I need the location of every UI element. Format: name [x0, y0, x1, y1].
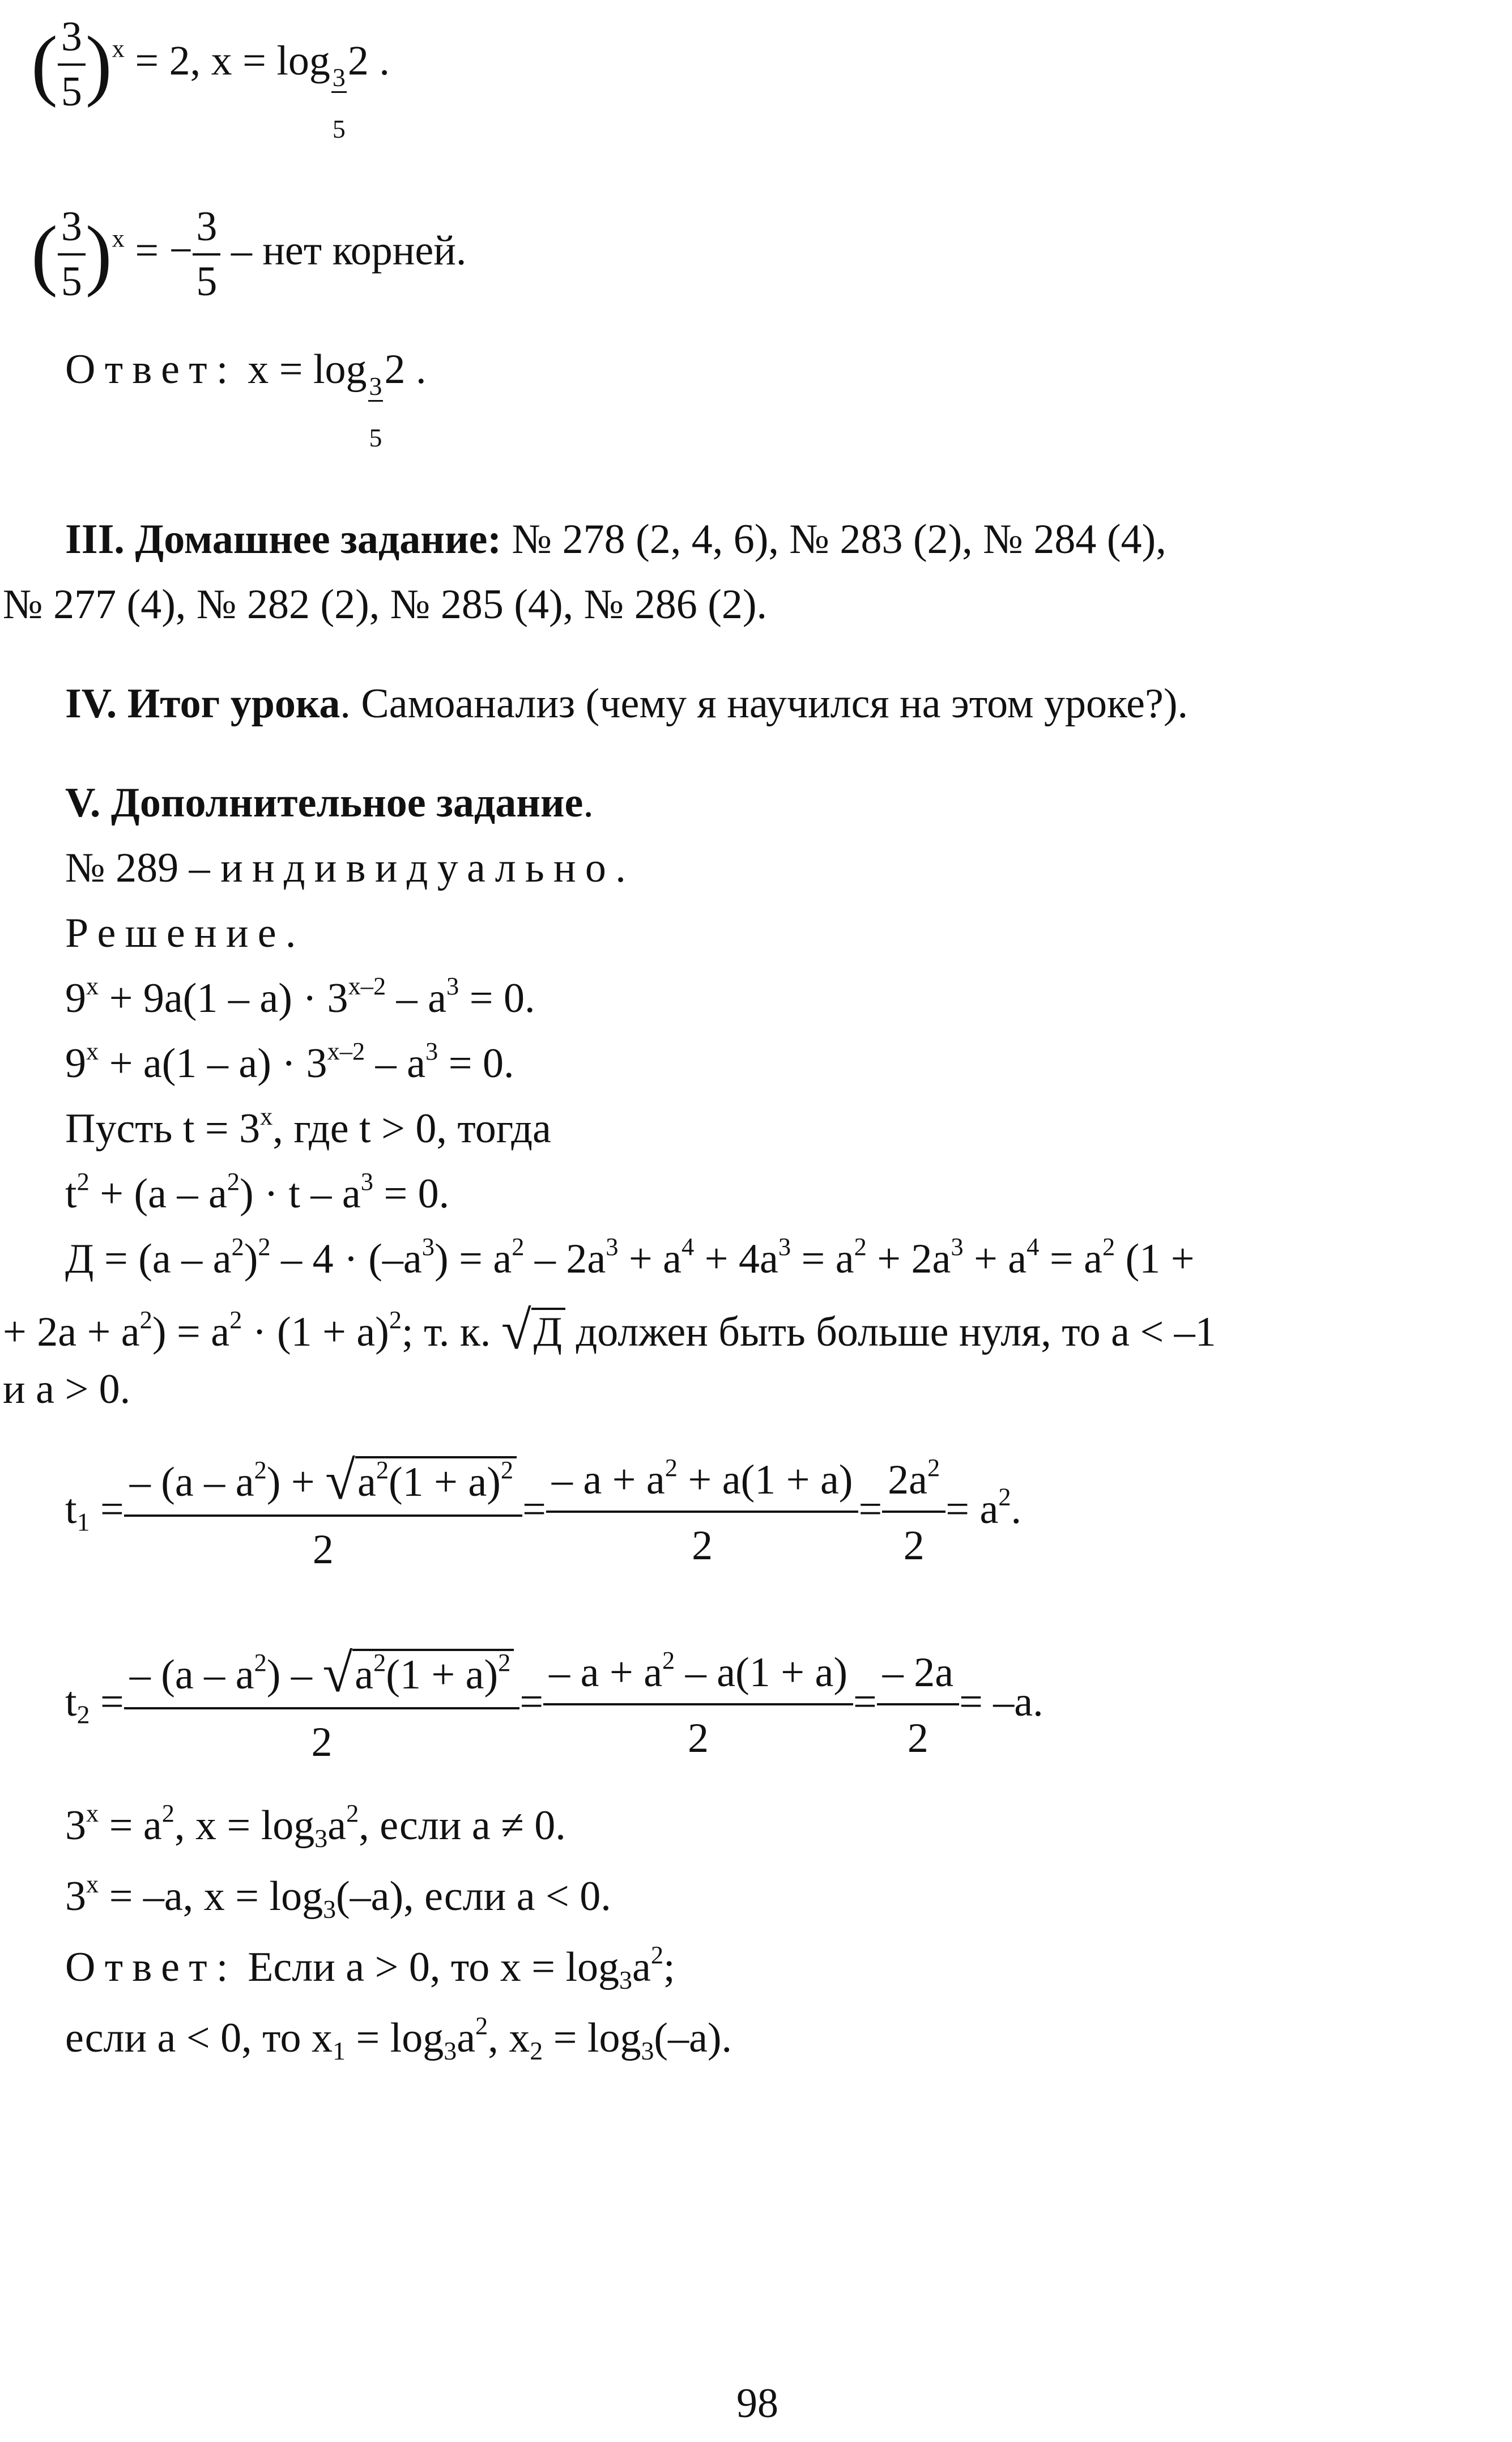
quadratic-equation: $t^2 + (a - a^2) \cdot t - a^3 = 0$. [65, 1167, 450, 1217]
equation-line-1: ( $\frac{3}{5}$ )$^x$ = 2, x = log $\frac{3}{5}$ 2 . [31, 14, 390, 144]
extra-task-title: V. Дополнительное задание. [65, 780, 594, 826]
final-answer-1: Ответ: Если a > 0, то $x = \log_3a^2$; [65, 1940, 675, 1994]
root-t2: $t_2$ = $\frac{- (a - a^2) - √a^2(1 + a)^2}{2}$ = $\frac{- a + a^2 - a(1 + a)}{2}$ = $\frac{- 2a}{2}$ = –a. [65, 1643, 1044, 1766]
case-2: $3^x = -a$, $x = \log_3(-a)$, если a < 0. [65, 1869, 611, 1924]
task-number: № 289 – индивидуально. [65, 845, 635, 891]
sqrt-sign: √ [501, 1300, 531, 1360]
discriminant-line-1: $Д = (a - a^2)^2 - 4 \cdot (-a^3) = a^2 - 2a^3 + a^4 + 4a^3 = a^2 + 2a^3 + a^4 = a^2$ (1 + [65, 1232, 1195, 1282]
log-base: $\frac{3}{5}$ [332, 63, 346, 144]
lesson-summary: IV. Итог урока. Самоанализ (чему я научился на этом уроке?). [65, 680, 1188, 727]
answer-line-top: Ответ: x = log $\frac{3}{5}$ 2 . [65, 346, 427, 452]
page-number: 98 [736, 2380, 778, 2427]
discriminant-line-2: + $2a + a^2) = a^2 \cdot (1 + a)^2$; т. к. √Д должен быть больше нуля, то a < –1 [3, 1300, 1216, 1360]
equation-9x-1: $9^x + 9a(1 - a) \cdot 3^{x-2} - a^3 = 0$. [65, 971, 535, 1022]
final-answer-2: если a < 0, то $x_1 = \log_3a^2$, $x_2 = \log_3(-a)$. [65, 2011, 732, 2065]
solution-label: Решение. [65, 910, 305, 956]
substitution-line: Пусть $t = 3^x$, где t > 0, тогда [65, 1101, 551, 1152]
discriminant-line-3: и a > 0. [3, 1366, 131, 1413]
case-1: $3^x = a^2$, $x = \log_3a^2$, если a ≠ 0. [65, 1798, 566, 1853]
root-t1: $t_1$ = $\frac{- (a - a^2) + √a^2(1 + a)^2}{2}$ = $\frac{- a + a^2 + a(1 + a)}{2}$ = $\frac{2a^2}{2}$ = $a^2$. [65, 1450, 1022, 1573]
homework-line-2: № 277 (4), № 282 (2), № 285 (4), № 286 (2). [3, 581, 768, 628]
equation-line-2: ( $\frac{3}{5}$ )$^x$ = − $\frac{3}{5}$ – нет корней. [31, 203, 467, 305]
homework-line-1: III. Домашнее задание: № 278 (2, 4, 6), № 283 (2), № 284 (4), [65, 516, 1166, 563]
equation-9x-2: $9^x + a(1 - a) \cdot 3^{x-2} - a^3 = 0$. [65, 1036, 514, 1087]
